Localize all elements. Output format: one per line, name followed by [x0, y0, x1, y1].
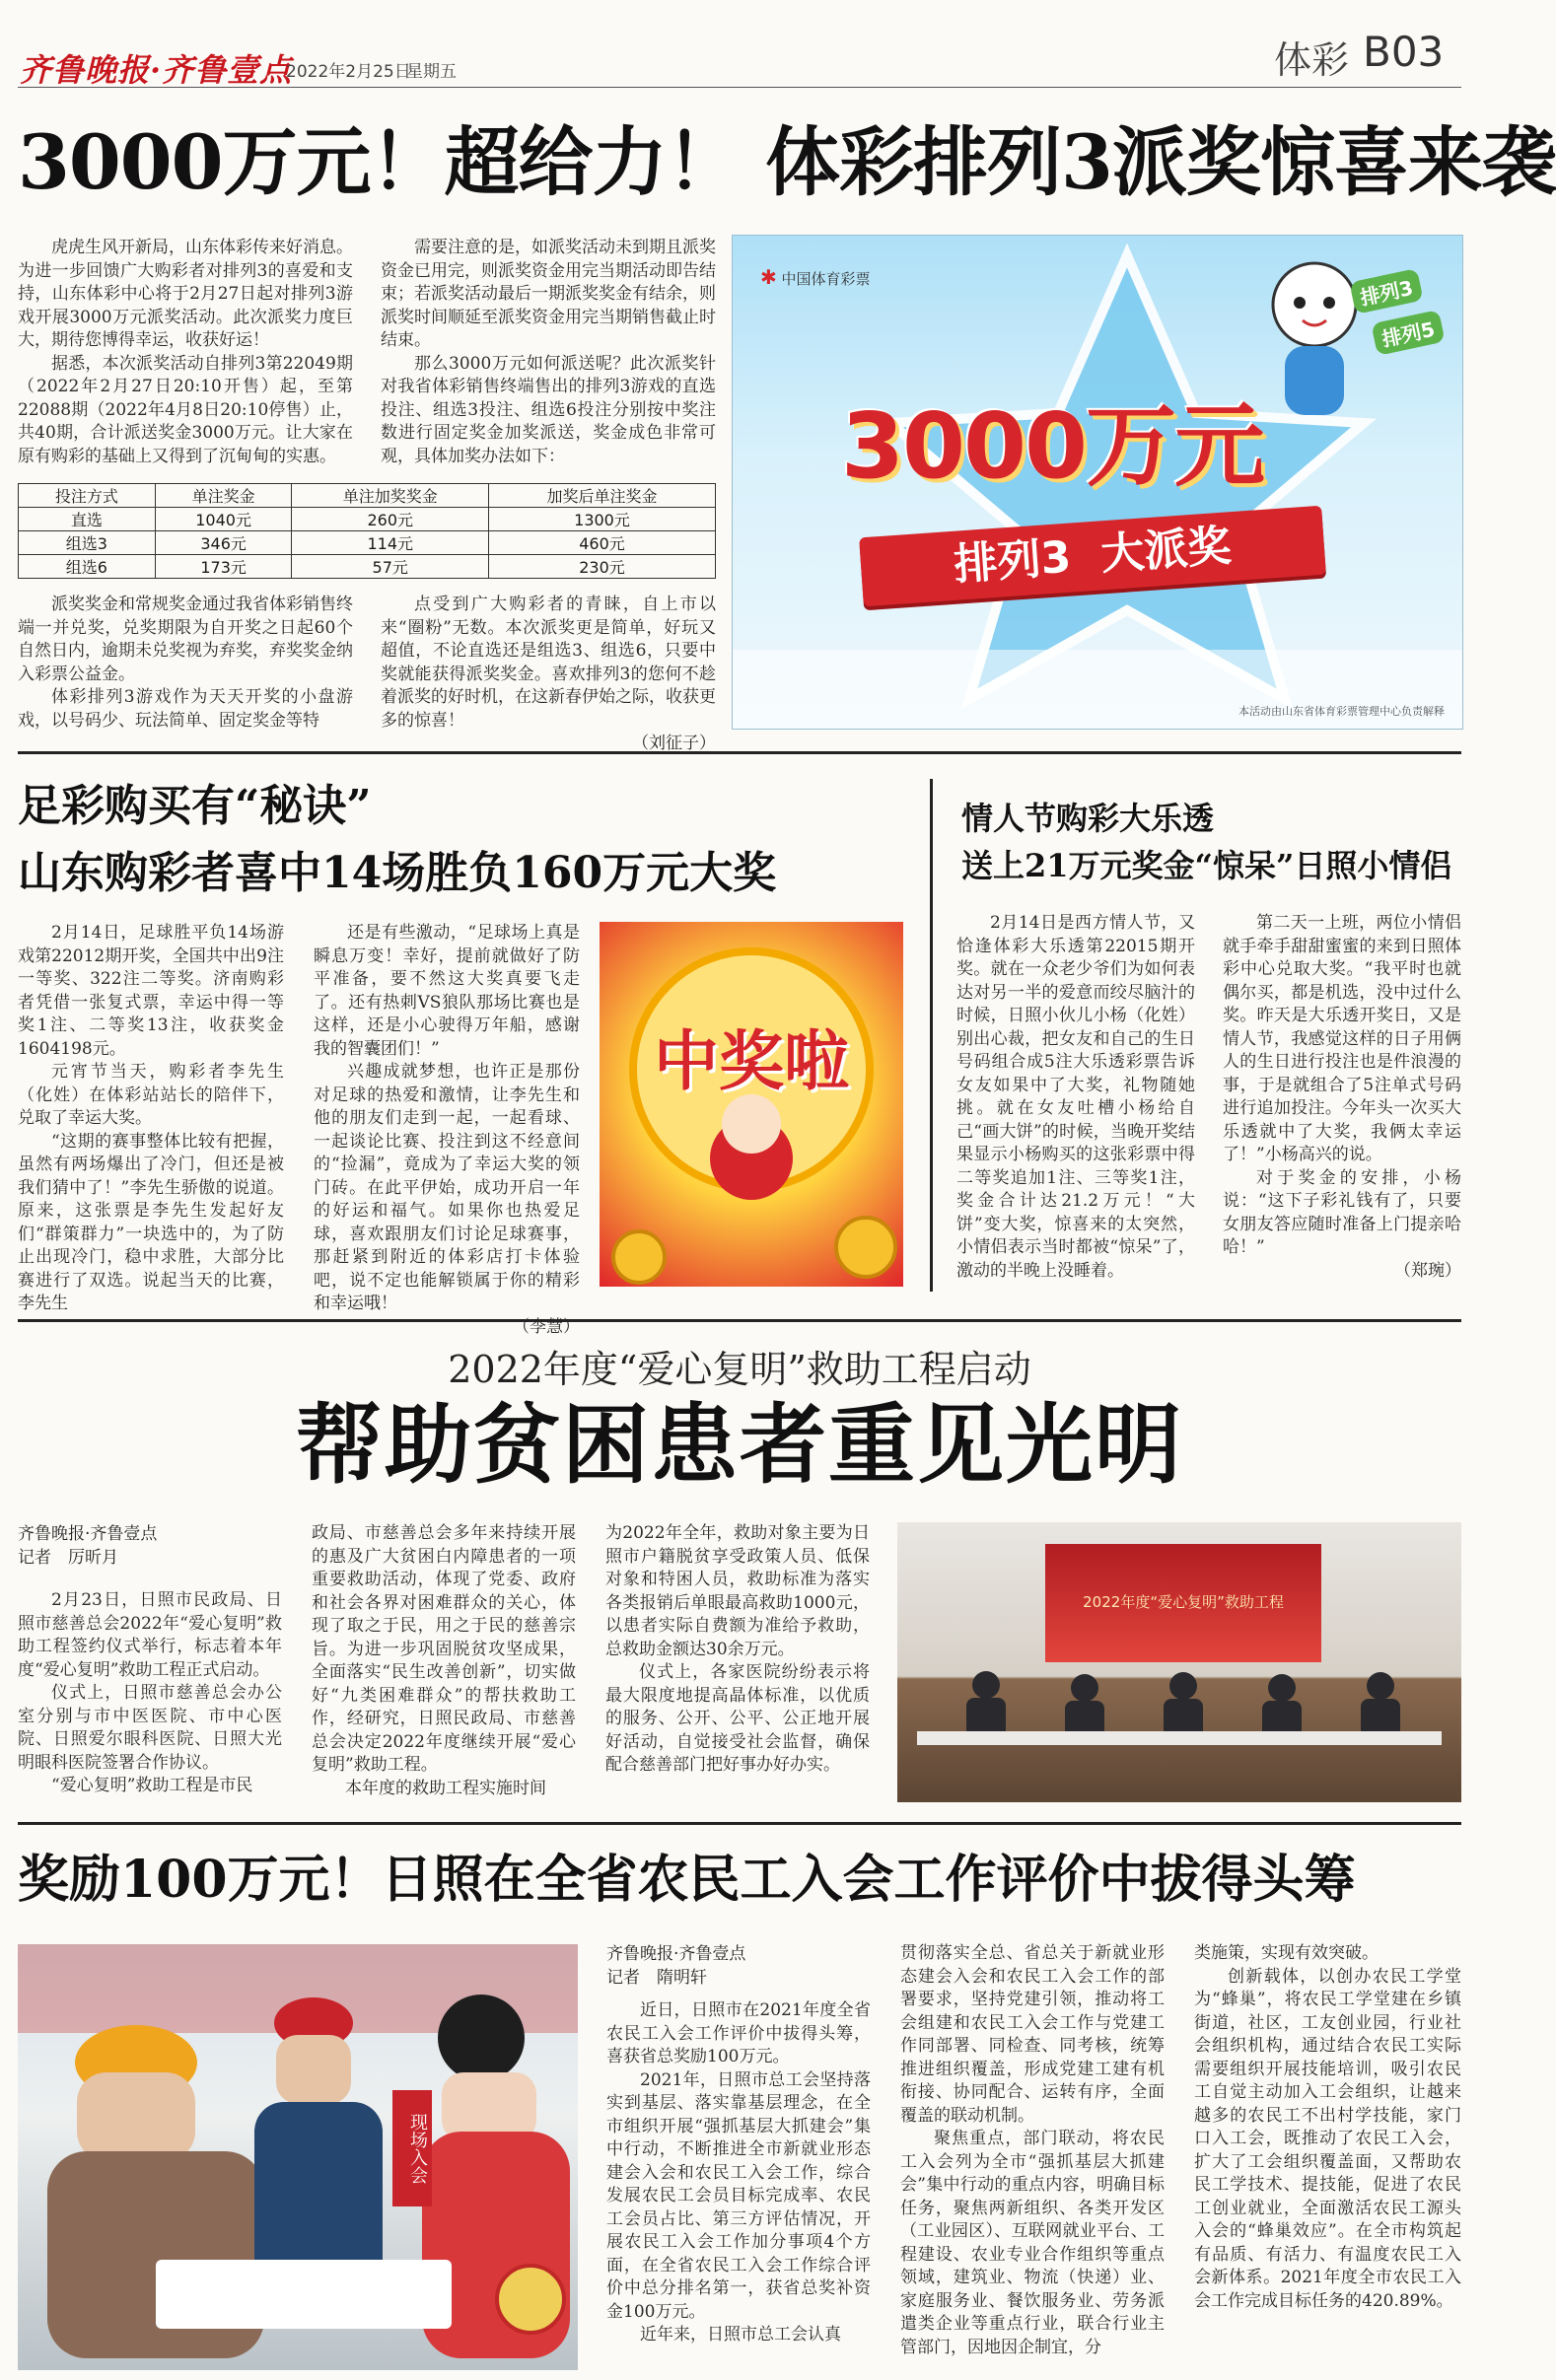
masthead [0, 0, 1479, 116]
ad-brand-logo [760, 265, 871, 289]
paragraph: 聚焦重点，部门联动，将农民工入会列为全市“强抓基层大抓建会”集中行动的重点内容，明确目标任务，聚焦两新组织、各类开发区（工业园区）、互联网就业平台、工程建设、农业专业合作组织等重点领域，建筑业、物流（快递）业、家庭服务业、餐饮服务业、劳务派遣类企业等重点行业，联合行业主管部门，因地因企制宜，分 [900, 2129, 1165, 2357]
table-row [19, 508, 716, 531]
enrollment-sign [392, 2090, 432, 2206]
table-cell: 57元 [292, 555, 489, 579]
table-cell: 1040元 [155, 508, 292, 531]
table-cell: 组选3 [19, 531, 156, 555]
paragraph: 那么3000万元如何派送呢？此次派奖针对我省体彩销售终端售出的排列3游戏的直选投注、组选3投注、组选6投注分别按中奖注数进行固定奖金加奖派送，奖金成色非常可观，具体加奖办法如下： [381, 353, 716, 466]
masthead-rule [18, 87, 1461, 88]
story2-col1 [18, 922, 284, 1313]
story5-col3 [1194, 1942, 1461, 2370]
ad-amount: 3000万元 [841, 393, 1264, 499]
story2-headline-line2: 山东购彩者喜中14场胜负160万元大奖 [18, 848, 777, 898]
paragraph: 为2022年全年，救助对象主要为日照市户籍脱贫享受政策人员、低保对象和特困人员，救助标准为落实各类报销后单眼最高救助1000元，以患者实际自费额为准给予救助，总救助金额达30余万元。 [605, 1523, 870, 1659]
story1-col2-bottom [381, 594, 716, 753]
byline: （刘征子） [632, 734, 716, 753]
table-cell: 组选6 [19, 555, 156, 579]
table-cell: 114元 [292, 531, 489, 555]
byline: （李慧） [513, 1316, 580, 1337]
ad-brand-text: 中国体育彩票 [781, 270, 871, 288]
enrollment-sign-text: 现场入会 [407, 2113, 428, 2184]
story4-col3 [605, 1522, 870, 1804]
table-header-cell: 投注方式 [19, 484, 156, 508]
prize-table-header [19, 484, 716, 508]
issue-date: 2022年2月25日 [286, 62, 411, 82]
story2-col2 [314, 922, 580, 1337]
paragraph: 2月23日，日照市民政局、日照市慈善总会2022年“爱心复明”救助工程签约仪式举行，标志着本年度“爱心复明”救助工程正式启动。 [18, 1590, 282, 1680]
ad-ribbon-text: 排列3 大派奖 [952, 521, 1234, 591]
story1-col2-top [381, 237, 716, 473]
paragraph: 元宵节当天，购彩者李先生（化姓）在体彩站站长的陪伴下，兑取了幸运大奖。 [18, 1062, 284, 1128]
paragraph: 近年来，日照市总工会认真 [640, 2325, 841, 2345]
page-number: B03 [1363, 28, 1445, 76]
story4-ceremony-photo [897, 1522, 1461, 1802]
paragraph: 本年度的救助工程实施时间 [345, 1778, 546, 1798]
workers-graphic [18, 1944, 578, 2370]
paragraph: “爱心复明”救助工程是市民 [51, 1776, 253, 1795]
sports-lottery-icon: ✱ [760, 265, 777, 289]
story5-reporter: 记者 隋明轩 [606, 1968, 707, 1988]
table-cell: 230元 [489, 555, 716, 579]
ad-footnote: 本活动由山东省体育彩票管理中心负责解释 [1238, 705, 1445, 718]
paragraph: 2月14日是西方情人节，又恰逢体彩大乐透第22015期开奖。就在一众老少爷们为如何表达对另一半的爱意而绞尽脑汁的时候，日照小伙儿小杨（化姓）别出心裁，把女友和自己的生日号码组合成5注大乐透彩票告诉女友如果中了大奖，礼物随她挑。就在女友吐槽小杨给自己“画大饼”的时候，当晚开奖结果显示小杨购买的这张彩票中得二等奖追加1注、三等奖1注，奖金合计达21.2万元！“大饼”变大奖，惊喜来的太突然，小情侣表示当时都被“惊呆”了，激动的半晚上没睡着。 [956, 913, 1195, 1281]
story4-kicker: 齐鲁晚报·齐鲁壹点 [18, 1524, 158, 1544]
table-cell: 460元 [489, 531, 716, 555]
paragraph: 派奖奖金和常规奖金通过我省体彩销售终端一并兑奖，兑奖期限为自开奖之日起60个自然日内，逾期未兑奖视为弃奖，弃奖奖金纳入彩票公益金。 [18, 595, 353, 684]
story4-col1 [18, 1589, 282, 1804]
table-cell: 直选 [19, 508, 156, 531]
table-row [19, 555, 716, 579]
story5-headline: 奖励100万元！日照在全省农民工入会工作评价中拔得头筹 [18, 1850, 1356, 1910]
coin-decoration [600, 922, 903, 1287]
section-name: 体彩 [1274, 38, 1350, 82]
story4-col2 [312, 1522, 576, 1804]
story4-reporter: 记者 厉昕月 [18, 1548, 118, 1568]
story3-headline-line2: 送上21万元奖金“惊呆”日照小情侣 [961, 847, 1452, 884]
table-header-cell: 单注奖金 [155, 484, 292, 508]
column-divider [930, 779, 933, 1292]
paragraph: 贯彻落实全总、省总关于新就业形态建会入会和农民工入会工作的部署要求，坚持党建引领，推动将工会组建和农民工入会工作与党建工作同部署、同检查、同考核，统筹推进组织覆盖，形成党建工建有机衔接、协同配合、运转有序，全面覆盖的联动机制。 [900, 1943, 1165, 2126]
winning-text: 中奖啦 [654, 1023, 849, 1099]
story3-col1 [956, 912, 1195, 1287]
paragraph: 类施策，实现有效突破。 [1194, 1943, 1379, 1963]
story4-subtitle: 2022年度“爱心复明”救助工程启动 [448, 1348, 1031, 1391]
story5-workers-photo [18, 1944, 578, 2370]
issue-weekday: 星期五 [406, 62, 457, 82]
ceremony-banner-text: 2022年度“爱心复明”救助工程 [1083, 1593, 1284, 1611]
paragraph: 第二天一上班，两位小情侣就手牵手甜甜蜜蜜的来到日照体彩中心兑取大奖。“我平时也就偶尔买，都是机选，没中过什么奖。昨天是大乐透开奖日，又是情人节，我感觉这样的日子用俩人的生日进行投注也是件浪漫的事，于是就组合了5注单式号码进行追加投注。今年头一次买大乐透就中了大奖，我俩太幸运了！”小杨高兴的说。 [1223, 913, 1461, 1164]
paragraph: 仪式上，各家医院纷纷表示将最大限度地提高晶体标准，以优质的服务、公开、公平、公正地开展好活动，自觉接受社会监督，确保配合慈善部门把好事办好办实。 [605, 1662, 870, 1775]
paragraph: 2月14日，足球胜平负14场游戏第22012期开奖，全国共中出9注一等奖、322注二等奖。济南购彩者凭借一张复式票，幸运中得一等奖1注、二等奖13注，收获奖金1604198元。 [18, 923, 284, 1059]
paragraph: 虎虎生风开新局，山东体彩传来好消息。为进一步回馈广大购彩者对排列3的喜爱和支持，山东体彩中心将于2月27日起对排列3游戏开展3000万元派奖活动。此次派奖力度巨大，期待您博得幸运，收获好运！ [18, 238, 353, 350]
paragraph: 2021年，日照市总工会坚持落实到基层、落实靠基层理念，在全市组织开展“强抓基层大抓建会”集中行动，不断推进全市新就业形态建会入会和农民工入会工作，综合发展农民工会员目标完成率、农民工会员占比、第三方评估情况，开展农民工入会工作加分事项4个方面，在全省农民工入会工作综合评价中总分排名第一，获省总奖补资金100万元。 [606, 2069, 871, 2322]
table-cell: 346元 [155, 531, 292, 555]
lottery-ad-image [732, 235, 1463, 730]
story5-kicker: 齐鲁晚报·齐鲁壹点 [606, 1944, 746, 1964]
paragraph: 近日，日照市在2021年度全省农民工入会工作评价中拔得头筹，喜获省总奖励100万元。 [606, 2000, 871, 2066]
paragraph: 需要注意的是，如派奖活动未到期且派奖资金已用完，则派奖资金用完当期活动即告结束；若派奖活动最后一期派奖奖金有结余，则派奖时间顺延至派奖资金用完当期销售截止时结束。 [381, 238, 716, 350]
ad-tag-pl3: 排列3 [1349, 268, 1423, 315]
paragraph: 兴趣成就梦想，也许正是那份对足球的热爱和激情，让李先生和他的朋友们走到一起，一起看球、一起谈论比赛、投注到这不经意间的“捡漏”，竟成为了幸运大奖的领门砖。在此平伊始，成功开启一年的好运和福气。如果你也热爱足球，喜欢跟朋友们讨论足球赛事，那赶紧到附近的体彩店打卡体验吧，说不定也能解锁属于你的精彩和幸运哦！ [314, 1062, 580, 1313]
story3-col2 [1223, 912, 1461, 1287]
story4-headline: 帮助贫困患者重见光明 [295, 1393, 1183, 1496]
paragraph: 点受到广大购彩者的青睐，自上市以来“圈粉”无数。本次派奖更是简单，好玩又超值，不论直选还是组选3、组选6，只要中奖就能获得派奖奖金。喜欢排列3的您何不趁着派奖的好时机，在这新春伊始之际，收获更多的惊喜！ [381, 595, 716, 731]
paragraph: 还是有些激动，“足球场上真是瞬息万变！幸好，提前就做好了防平准备，要不然这大奖真要飞走了。还有热刺VS狼队那场比赛也是这样，还是小心驶得万年船，感谢我的智囊团们！” [314, 923, 580, 1059]
table-header-cell: 单注加奖奖金 [292, 484, 489, 508]
byline: （郑琬） [1394, 1260, 1461, 1281]
story3-headline-line1: 情人节购彩大乐透 [961, 800, 1215, 837]
paragraph: 创新载体，以创办农民工学堂为“蜂巢”，将农民工学堂建在乡镇街道，社区，工友创业园，行业社会组织机构，通过结合农民工实际需要组织开展技能培训，吸引农民工自觉主动加入工会组织，让越来越多的农民工不出村学技能，家门口入工会，既推动了农民工入会，扩大了工会组织覆盖面，又帮助农民工学技术、提技能，促进了农民工创业就业，全面激活农民工源头入会的“蜂巢效应”。在全市构筑起有品质、有活力、有温度农民工入会新体系。2021年度全市农民工入会工作完成目标任务的420.89%。 [1194, 1966, 1461, 2311]
attendees-graphic [897, 1522, 1461, 1802]
section-rule [18, 1319, 1461, 1322]
table-cell: 173元 [155, 555, 292, 579]
prize-table [18, 483, 716, 579]
story1-headline: 3000万元！超给力！ 体彩排列3派奖惊喜来袭 [18, 118, 1556, 206]
paragraph: 对于奖金的安排，小杨说：“这下子彩礼钱有了，只要女朋友答应随时准备上门提亲哈哈！” [1223, 1167, 1461, 1257]
story2-headline-line1: 足彩购买有“秘诀” [18, 781, 372, 831]
paragraph: 据悉，本次派奖活动自排列3第22049期（2022年2月27日20:10开售）起，至第22088期（2022年4月8日20:10停售）止，共40期，合计派送奖金3000万元。让大家在原有购彩的基础上又得到了沉甸甸的实惠。 [18, 353, 353, 466]
paragraph: 体彩排列3游戏作为天天开奖的小盘游戏，以号码少、玩法简单、固定奖金等特 [18, 687, 353, 731]
table-cell: 1300元 [489, 508, 716, 531]
story2-winning-image [600, 922, 903, 1287]
story1-col1-bottom [18, 594, 353, 736]
masthead-logo: 齐鲁晚报·齐鲁壹点 [20, 51, 293, 89]
table-cell: 260元 [292, 508, 489, 531]
paragraph: “这期的赛事整体比较有把握，虽然有两场爆出了冷门，但还是被我们猜中了！”李先生骄傲的说道。原来，这张票是李先生发起好友们“群策群力”一块选中的，为了防止出现冷门，稳中求胜，大部分比赛进行了双选。说起当天的比赛，李先生 [18, 1131, 284, 1313]
section-rule [18, 751, 1461, 754]
story5-col2 [900, 1942, 1165, 2370]
story1-col1-top [18, 237, 353, 473]
ad-tag-pl5: 排列5 [1371, 310, 1445, 356]
story5-col1 [606, 1999, 871, 2370]
paragraph: 仪式上，日照市慈善总会办公室分别与市中医医院、市中心医院、日照爱尔眼科医院、日照大光明眼科医院签署合作协议。 [18, 1683, 282, 1773]
section-rule [18, 1822, 1461, 1825]
table-row [19, 531, 716, 555]
paragraph: 政局、市慈善总会多年来持续开展的惠及广大贫困白内障患者的一项重要救助活动，体现了党委、政府和社会各界对困难群众的关心，体现了取之于民，用之于民的慈善宗旨。为进一步巩固脱贫攻坚成果，全面落实“民生改善创新”，切实做好“九类困难群众”的帮扶救助工作，经研究，日照民政局、市慈善总会决定2022年度继续开展“爱心复明”救助工程。 [312, 1523, 576, 1775]
table-header-cell: 加奖后单注奖金 [489, 484, 716, 508]
